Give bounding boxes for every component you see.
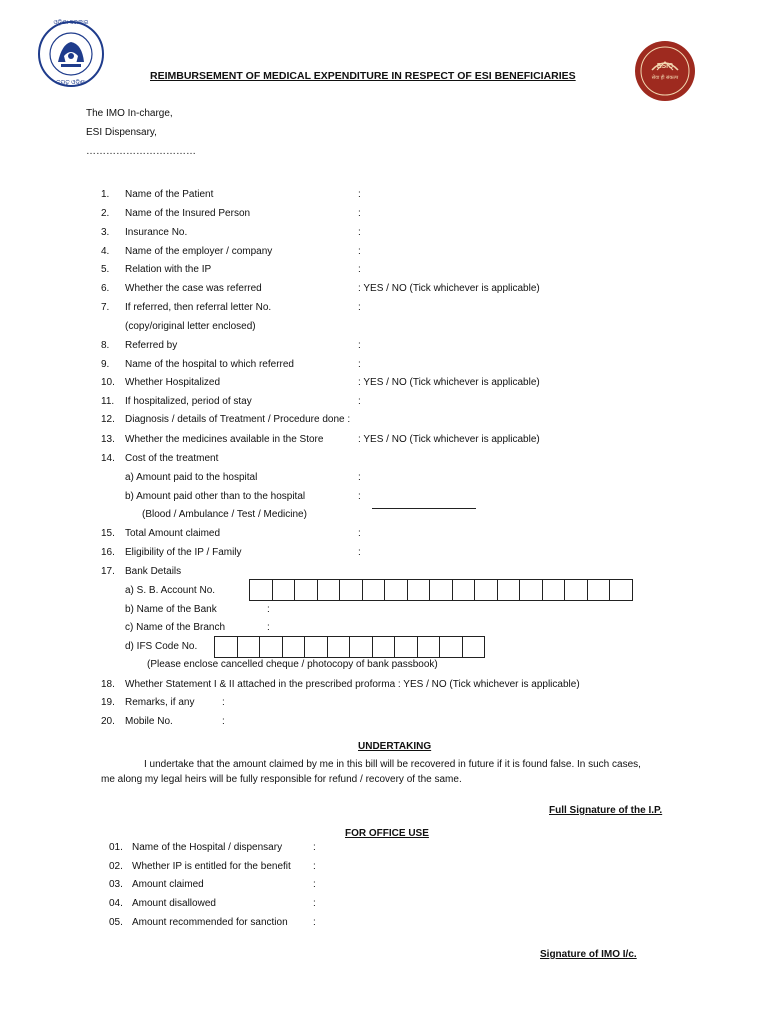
- item-number: 14.: [101, 453, 115, 464]
- undertaking-line-1: I undertake that the amount claimed by me in this bill will be recovered in future if it is found false. In such cases,: [144, 759, 641, 770]
- item-value-field: :: [358, 246, 361, 257]
- address-line-1: The IMO In-charge,: [86, 108, 173, 119]
- item-number: 16.: [101, 547, 115, 558]
- item-label: Insurance No.: [125, 227, 188, 238]
- item-number: 6.: [101, 283, 110, 294]
- cost-hospital-sep: :: [358, 472, 361, 483]
- item-label: If hospitalized, period of stay: [125, 396, 252, 407]
- item-number: 10.: [101, 377, 115, 388]
- bank-account-label: a) S. B. Account No.: [125, 585, 216, 596]
- undertaking-line-2: me along my legal heirs will be fully responsible for refund / recovery of the same.: [101, 774, 462, 785]
- digit-box[interactable]: [385, 580, 408, 600]
- item-value-field: :: [222, 716, 225, 727]
- digit-box[interactable]: [408, 580, 431, 600]
- item-label: Diagnosis / details of Treatment / Procedure done :: [125, 414, 351, 425]
- item-label: Eligibility of the IP / Family: [125, 547, 242, 558]
- item-number: 03.: [109, 879, 123, 890]
- bank-account-boxes[interactable]: [249, 579, 633, 601]
- undertaking-heading: UNDERTAKING: [358, 741, 432, 752]
- digit-box[interactable]: [305, 637, 328, 657]
- item-value-field: :: [313, 917, 316, 928]
- item-label: Name of the employer / company: [125, 246, 273, 257]
- item-number: 19.: [101, 697, 115, 708]
- item-value-field: :: [358, 359, 361, 370]
- item-number: 13.: [101, 434, 115, 445]
- bank-note: (Please enclose cancelled cheque / photocopy of bank passbook): [147, 659, 438, 670]
- item-number: 20.: [101, 716, 115, 727]
- digit-box[interactable]: [543, 580, 566, 600]
- item-label: Name of the Insured Person: [125, 208, 251, 219]
- odisha-logo-bottom-text: ଜୟତୁ ଓଡ଼ିଶା: [56, 80, 86, 86]
- digit-box[interactable]: [350, 637, 373, 657]
- digit-box[interactable]: [295, 580, 318, 600]
- item-number: 1.: [101, 189, 110, 200]
- cost-blank-line[interactable]: [372, 508, 476, 509]
- bank-name-label: b) Name of the Bank: [125, 604, 217, 615]
- item-number: 7.: [101, 302, 110, 313]
- item-label: Whether IP is entitled for the benefit: [132, 861, 291, 872]
- item-value-field: :: [358, 302, 361, 313]
- item-label: Remarks, if any: [125, 697, 195, 708]
- item-value-field: :: [358, 547, 361, 558]
- item-value-field: :: [358, 264, 361, 275]
- item-value-field: : YES / NO (Tick whichever is applicable): [358, 283, 540, 294]
- item-number: 9.: [101, 359, 110, 370]
- digit-box[interactable]: [273, 580, 296, 600]
- item-value-field: :: [358, 227, 361, 238]
- office-use-heading: FOR OFFICE USE: [345, 828, 429, 839]
- digit-box[interactable]: [440, 637, 463, 657]
- cost-other-note: (Blood / Ambulance / Test / Medicine): [142, 509, 307, 520]
- bank-branch-sep: :: [267, 622, 270, 633]
- item-label: (copy/original letter enclosed): [125, 321, 256, 332]
- item-label: Name of the Hospital / dispensary: [132, 842, 283, 853]
- digit-box[interactable]: [318, 580, 341, 600]
- digit-box[interactable]: [363, 580, 386, 600]
- digit-box[interactable]: [328, 637, 351, 657]
- item-value-field: :: [313, 842, 316, 853]
- item-number: 11.: [101, 396, 115, 407]
- ifsc-boxes[interactable]: [214, 636, 485, 658]
- item-number: 2.: [101, 208, 110, 219]
- item-number: 05.: [109, 917, 123, 928]
- item-number: 18.: [101, 679, 115, 690]
- item-number: 15.: [101, 528, 115, 539]
- item-number: 12.: [101, 414, 115, 425]
- digit-box[interactable]: [215, 637, 238, 657]
- item-value-field: :: [358, 340, 361, 351]
- item-number: 01.: [109, 842, 123, 853]
- item-label: Bank Details: [125, 566, 182, 577]
- cost-other-label: b) Amount paid other than to the hospital: [125, 491, 306, 502]
- item-label: Relation with the IP: [125, 264, 212, 275]
- digit-box[interactable]: [283, 637, 306, 657]
- digit-box[interactable]: [418, 637, 441, 657]
- item-number: 17.: [101, 566, 115, 577]
- item-label: Cost of the treatment: [125, 453, 219, 464]
- item-label: Mobile No.: [125, 716, 173, 727]
- digit-box[interactable]: [395, 637, 418, 657]
- item-label: Whether the medicines available in the Store: [125, 434, 324, 445]
- digit-box[interactable]: [475, 580, 498, 600]
- digit-box[interactable]: [238, 637, 261, 657]
- item-label: Name of the Patient: [125, 189, 214, 200]
- item-value-field: :: [313, 861, 316, 872]
- digit-box[interactable]: [463, 637, 486, 657]
- item-label: Referred by: [125, 340, 178, 351]
- odisha-logo-top-text: ଓଡ଼ିଶା ସରକାର: [53, 20, 89, 26]
- digit-box[interactable]: [250, 580, 273, 600]
- item-value-field: :: [313, 898, 316, 909]
- imo-signature-label: Signature of IMO I/c.: [540, 949, 637, 960]
- item-number: 02.: [109, 861, 123, 872]
- item-label: If referred, then referral letter No.: [125, 302, 272, 313]
- digit-box[interactable]: [565, 580, 588, 600]
- item-value-field: : YES / NO (Tick whichever is applicable): [358, 434, 540, 445]
- item-number: 04.: [109, 898, 123, 909]
- item-label: Amount claimed: [132, 879, 204, 890]
- bank-name-sep: :: [267, 604, 270, 615]
- item-value-field: :: [358, 208, 361, 219]
- item-label: Whether the case was referred: [125, 283, 262, 294]
- item-value-field: :: [358, 528, 361, 539]
- digit-box[interactable]: [340, 580, 363, 600]
- address-line-3: ……………………………: [86, 146, 196, 157]
- ifsc-label: d) IFS Code No.: [125, 641, 198, 652]
- esic-logo-subtext: सेवा ही संकल्प: [651, 75, 679, 81]
- digit-box[interactable]: [260, 637, 283, 657]
- esic-logo-text: ESIC: [656, 63, 674, 70]
- page-title: REIMBURSEMENT OF MEDICAL EXPENDITURE IN RESPECT OF ESI BENEFICIARIES: [150, 70, 576, 82]
- digit-box[interactable]: [430, 580, 453, 600]
- digit-box[interactable]: [588, 580, 611, 600]
- cost-hospital-label: a) Amount paid to the hospital: [125, 472, 258, 483]
- cost-other-sep: :: [358, 491, 361, 502]
- esic-logo: [634, 40, 696, 102]
- digit-box[interactable]: [520, 580, 543, 600]
- item-label: Amount disallowed: [132, 898, 216, 909]
- item-number: 5.: [101, 264, 110, 275]
- item-label: Name of the hospital to which referred: [125, 359, 294, 370]
- address-line-2: ESI Dispensary,: [86, 127, 157, 138]
- item-value-field: :: [222, 697, 225, 708]
- item-number: 3.: [101, 227, 110, 238]
- digit-box[interactable]: [373, 637, 396, 657]
- item-value-field: :: [358, 189, 361, 200]
- digit-box[interactable]: [610, 580, 633, 600]
- item-value-field: :: [358, 396, 361, 407]
- item-label: Amount recommended for sanction: [132, 917, 288, 928]
- item-number: 8.: [101, 340, 110, 351]
- ip-signature-label: Full Signature of the I.P.: [549, 805, 663, 816]
- bank-branch-label: c) Name of the Branch: [125, 622, 226, 633]
- item-label: Total Amount claimed: [125, 528, 221, 539]
- item-label: Whether Hospitalized: [125, 377, 221, 388]
- item-label: Whether Statement I & II attached in the prescribed proforma : YES / NO (Tick whichever is applicable): [125, 679, 580, 690]
- digit-box[interactable]: [498, 580, 521, 600]
- item-value-field: : YES / NO (Tick whichever is applicable): [358, 377, 540, 388]
- item-value-field: :: [313, 879, 316, 890]
- digit-box[interactable]: [453, 580, 476, 600]
- item-number: 4.: [101, 246, 110, 257]
